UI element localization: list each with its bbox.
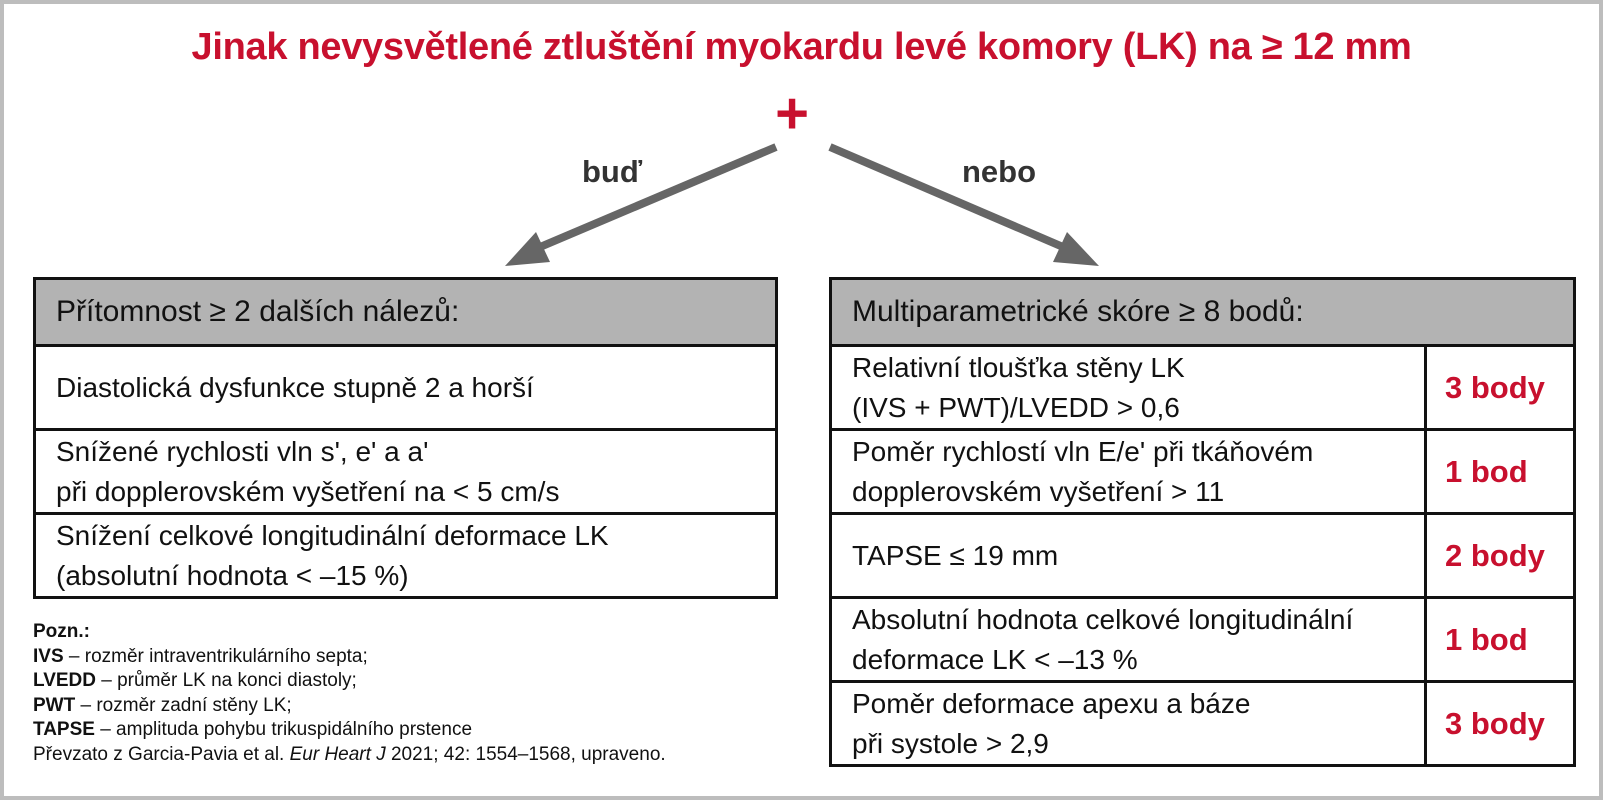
finding-row <box>35 514 777 598</box>
criterion-text: Poměr rychlostí vln E/e' při tkáňovém <box>852 435 1314 467</box>
criterion-cell <box>831 346 1426 430</box>
citation-journal: Eur Heart J <box>289 743 386 765</box>
note-definition: – amplituda pohybu trikuspidálního prstence <box>94 719 473 740</box>
source-citation <box>33 743 666 768</box>
points-cell: 3 body <box>1426 682 1575 766</box>
note-term: TAPSE <box>33 719 95 740</box>
note-definition: – rozměr zadní stěny LK; <box>75 694 292 716</box>
figure-title: Jinak nevysvětlené ztluštění myokardu levé komory (LK) na ≥ 12 mm <box>191 26 1412 68</box>
note-definition: – rozměr intraventrikulárního septa; <box>63 645 368 667</box>
points-cell: 1 bod <box>1426 430 1575 514</box>
additional-findings-header: Přítomnost ≥ 2 dalších nálezů: <box>35 279 777 346</box>
finding-text: Snížené rychlosti vln s', e' a a' <box>56 435 429 467</box>
additional-findings-box <box>33 277 778 599</box>
finding-row <box>35 346 777 430</box>
multiparametric-score-header: Multiparametrické skóre ≥ 8 bodů: <box>831 279 1575 346</box>
note-line <box>33 645 666 670</box>
note-line <box>33 718 666 743</box>
criterion-cell <box>831 682 1426 766</box>
criterion-text: dopplerovském vyšetření > 11 <box>852 475 1225 507</box>
notes-heading: Pozn.: <box>33 621 90 642</box>
points-cell: 3 body <box>1426 346 1575 430</box>
finding-text: Diastolická dysfunkce stupně 2 a horší <box>56 371 534 403</box>
note-line <box>33 669 666 694</box>
criterion-text: Relativní tloušťka stěny LK <box>852 351 1185 383</box>
plus-sign: + <box>775 81 809 146</box>
abbreviation-notes <box>33 620 666 767</box>
criterion-cell <box>831 430 1426 514</box>
criterion-text: Poměr deformace apexu a báze <box>852 687 1251 719</box>
citation-prefix: Převzato z Garcia-Pavia et al. <box>33 743 290 765</box>
points-cell: 2 body <box>1426 514 1575 598</box>
note-term: PWT <box>33 694 76 716</box>
finding-text: (absolutní hodnota < –15 %) <box>56 559 409 591</box>
points-cell: 1 bod <box>1426 598 1575 682</box>
criterion-text: Absolutní hodnota celkové longitudinální <box>852 603 1354 635</box>
criterion-cell <box>831 598 1426 682</box>
note-term: IVS <box>33 645 64 667</box>
branch-label-either: buď <box>582 154 643 189</box>
finding-row <box>35 430 777 514</box>
note-line <box>33 694 666 719</box>
finding-text: při dopplerovském vyšetření na < 5 cm/s <box>56 475 560 507</box>
criterion-text: při systole > 2,9 <box>852 727 1049 759</box>
criterion-text: deformace LK < –13 % <box>852 643 1138 675</box>
citation-suffix: 2021; 42: 1554–1568, upraveno. <box>385 743 666 765</box>
multiparametric-score-box <box>829 277 1576 767</box>
note-term: LVEDD <box>33 670 96 691</box>
criterion-cell <box>831 514 1426 598</box>
criterion-text: (IVS + PWT)/LVEDD > 0,6 <box>852 391 1180 423</box>
criterion-text: TAPSE ≤ 19 mm <box>852 539 1059 571</box>
note-definition: – průměr LK na konci diastoly; <box>95 670 357 691</box>
finding-text: Snížení celkové longitudinální deformace LK <box>56 519 609 551</box>
branch-label-or: nebo <box>962 154 1037 189</box>
